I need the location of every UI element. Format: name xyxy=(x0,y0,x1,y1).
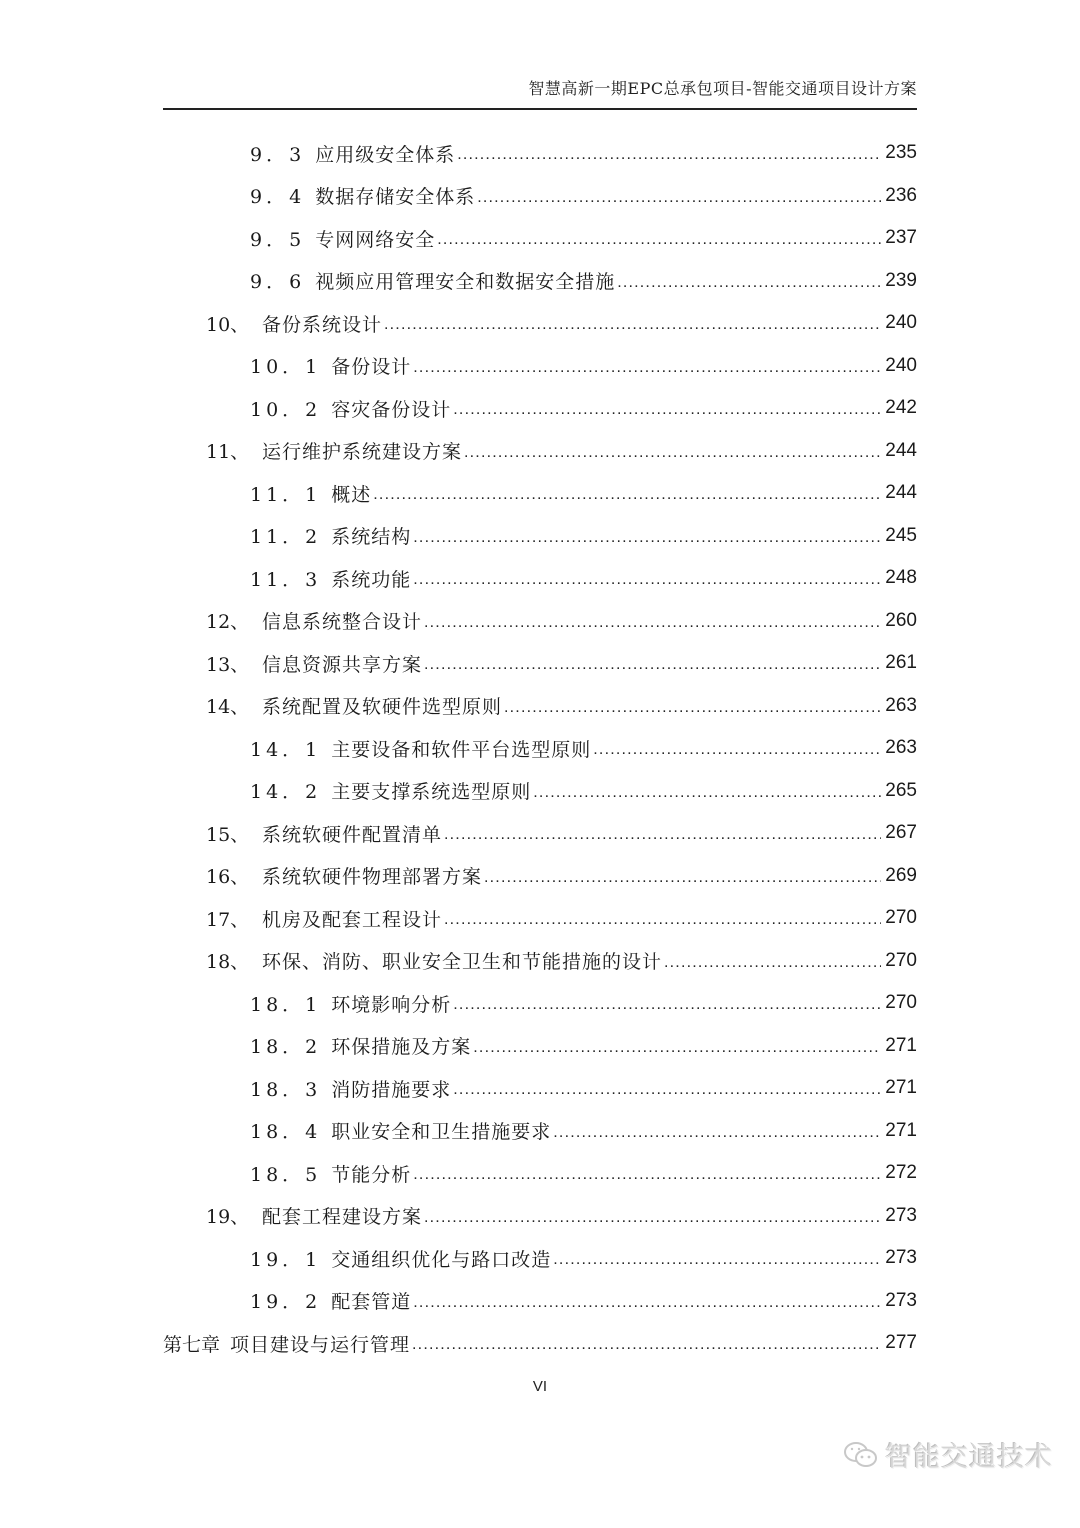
toc-entry[interactable] xyxy=(163,642,917,685)
toc-entry-title: 配套工程建设方案 xyxy=(262,1206,423,1229)
dot-leader xyxy=(413,529,881,547)
toc-entry-page: 273 xyxy=(885,1289,917,1311)
toc-entry-number-text: 第七章 xyxy=(163,1333,221,1356)
toc-entry-page: 267 xyxy=(885,822,917,844)
toc-entry[interactable] xyxy=(163,387,917,430)
toc-entry[interactable] xyxy=(163,770,917,813)
toc-entry-page: 240 xyxy=(885,312,917,334)
toc-entry[interactable] xyxy=(163,1237,917,1280)
toc-entry-number-text: 16、 xyxy=(206,866,250,889)
toc-entry[interactable] xyxy=(163,1025,917,1068)
toc-entry[interactable] xyxy=(163,217,917,260)
toc-entry-title: 节能分析 xyxy=(331,1163,412,1186)
toc-entry-number xyxy=(163,1287,321,1314)
dot-leader xyxy=(553,1124,881,1142)
toc-entry-page: 236 xyxy=(885,184,917,206)
toc-entry-number xyxy=(163,522,321,549)
dot-leader xyxy=(473,1039,881,1057)
toc-entry-page: 270 xyxy=(885,949,917,971)
dot-leader xyxy=(553,1251,881,1269)
toc-entry-number-text: 11．1 xyxy=(250,483,322,506)
toc-entry-page: 263 xyxy=(885,737,917,759)
dot-leader xyxy=(453,996,881,1014)
toc-entry-number xyxy=(163,1160,321,1187)
toc-entry-number xyxy=(163,182,305,209)
wechat-icon xyxy=(843,1440,879,1470)
toc-entry-number-text: 14、 xyxy=(206,696,250,719)
toc-entry[interactable] xyxy=(163,132,917,175)
toc-entry-page: 272 xyxy=(885,1162,917,1184)
toc-entry[interactable] xyxy=(163,175,917,218)
dot-leader xyxy=(533,784,881,802)
header-divider xyxy=(163,108,917,110)
toc-entry-page: 273 xyxy=(885,1247,917,1269)
toc-entry-number xyxy=(163,1202,262,1229)
watermark-text: 智能交通技术 xyxy=(885,1442,1053,1473)
toc-entry-title: 信息系统整合设计 xyxy=(262,611,423,634)
toc-entry-title: 容灾备份设计 xyxy=(331,398,452,421)
toc-entry-title: 视频应用管理安全和数据安全措施 xyxy=(315,271,616,294)
toc-entry-number-text: 19．2 xyxy=(250,1291,322,1314)
page-number: VI xyxy=(532,1378,548,1395)
dot-leader xyxy=(384,316,881,334)
toc-entry-number-text: 11．2 xyxy=(250,526,322,549)
toc-entry-title: 系统软硬件物理部署方案 xyxy=(262,866,483,889)
toc-entry-title: 备份系统设计 xyxy=(262,313,383,336)
toc-entry-title: 系统功能 xyxy=(331,568,412,591)
toc-entry-title: 系统配置及软硬件选型原则 xyxy=(262,696,503,719)
toc-entry-number xyxy=(163,862,262,889)
toc-entry-page: 248 xyxy=(885,567,917,589)
toc-entry[interactable] xyxy=(163,1280,917,1323)
toc-entry-number xyxy=(163,1117,321,1144)
toc-entry[interactable] xyxy=(163,515,917,558)
toc-entry-page: 273 xyxy=(885,1204,917,1226)
toc-entry-page: 242 xyxy=(885,397,917,419)
toc-entry-number xyxy=(163,777,321,804)
toc-entry-page: 269 xyxy=(885,864,917,886)
toc-entry-title: 专网网络安全 xyxy=(315,228,436,251)
toc-entry-number-text: 11．3 xyxy=(250,568,322,591)
toc-entry-number-text: 18．2 xyxy=(250,1036,322,1059)
toc-entry[interactable] xyxy=(163,855,917,898)
dot-leader xyxy=(424,1209,881,1227)
toc-entry[interactable] xyxy=(163,472,917,515)
toc-entry-number-text: 12、 xyxy=(206,611,250,634)
toc-entry[interactable] xyxy=(163,1322,917,1365)
toc-entry[interactable] xyxy=(163,1152,917,1195)
dot-leader xyxy=(477,189,881,207)
toc-entry-page: 245 xyxy=(885,524,917,546)
toc-entry-page: 270 xyxy=(885,907,917,929)
toc-entry-title: 备份设计 xyxy=(331,356,412,379)
dot-leader xyxy=(413,1166,881,1184)
toc-entry[interactable] xyxy=(163,302,917,345)
toc-entry[interactable] xyxy=(163,345,917,388)
toc-entry-title: 职业安全和卫生措施要求 xyxy=(331,1121,552,1144)
toc-entry-number-text: 18．3 xyxy=(250,1078,322,1101)
toc-entry-title: 应用级安全体系 xyxy=(315,143,456,166)
toc-entry[interactable] xyxy=(163,1195,917,1238)
toc-entry-number-text: 10、 xyxy=(206,313,250,336)
toc-entry-number xyxy=(163,225,305,252)
toc-entry-number-text: 17、 xyxy=(206,908,250,931)
dot-leader xyxy=(664,954,881,972)
dot-leader xyxy=(373,486,881,504)
toc-entry-number xyxy=(163,310,262,337)
toc-entry[interactable] xyxy=(163,260,917,303)
toc-entry-number xyxy=(163,480,321,507)
dot-leader xyxy=(453,1081,881,1099)
toc-entry-number xyxy=(163,437,262,464)
dot-leader xyxy=(464,444,881,462)
toc-entry-page: 244 xyxy=(885,482,917,504)
toc-entry-number xyxy=(163,735,321,762)
dot-leader xyxy=(413,359,881,377)
dot-leader xyxy=(457,146,881,164)
toc-entry-title: 信息资源共享方案 xyxy=(262,653,423,676)
toc-entry[interactable] xyxy=(163,600,917,643)
toc-entry-title: 交通组织优化与路口改造 xyxy=(331,1248,552,1271)
dot-leader xyxy=(424,656,881,674)
toc-entry-page: 271 xyxy=(885,1034,917,1056)
toc-entry-number-text: 10．2 xyxy=(250,398,322,421)
toc-entry-number xyxy=(163,990,321,1017)
toc-entry-number xyxy=(163,267,305,294)
toc-entry-number xyxy=(163,395,321,422)
toc-entry[interactable] xyxy=(163,430,917,473)
toc-entry[interactable] xyxy=(163,685,917,728)
toc-entry-title: 运行维护系统建设方案 xyxy=(262,441,463,464)
toc-entry-number xyxy=(163,352,321,379)
toc-entry-number-text: 19、 xyxy=(206,1206,250,1229)
toc-entry-page: 239 xyxy=(885,269,917,291)
dot-leader xyxy=(413,571,881,589)
dot-leader xyxy=(593,741,881,759)
toc-entry-number-text: 15、 xyxy=(206,823,250,846)
toc-entry-title: 配套管道 xyxy=(331,1291,412,1314)
toc-entry-page: 270 xyxy=(885,992,917,1014)
dot-leader xyxy=(617,274,881,292)
toc-entry-number xyxy=(163,565,321,592)
toc-entry-number xyxy=(163,692,262,719)
toc-entry-number-text: 18．1 xyxy=(250,993,322,1016)
toc-entry-title: 机房及配套工程设计 xyxy=(262,908,443,931)
dot-leader xyxy=(484,869,881,887)
toc-entry-number xyxy=(163,820,262,847)
toc-entry-title: 系统结构 xyxy=(331,526,412,549)
toc-entry[interactable] xyxy=(163,1110,917,1153)
toc-entry[interactable] xyxy=(163,1067,917,1110)
toc-entry-number-text: 18、 xyxy=(206,951,250,974)
dot-leader xyxy=(437,231,881,249)
toc-entry-number-text: 18．5 xyxy=(250,1163,322,1186)
toc-entry-number xyxy=(163,1075,321,1102)
toc-entry-page: 271 xyxy=(885,1077,917,1099)
toc-entry-title: 环境影响分析 xyxy=(331,993,452,1016)
toc-entry-number-text: 9．6 xyxy=(250,271,306,294)
toc-entry-page: 277 xyxy=(885,1332,917,1354)
toc-entry-number-text: 18．4 xyxy=(250,1121,322,1144)
toc-entry-number xyxy=(163,607,262,634)
toc-entry-number-text: 9．4 xyxy=(250,186,306,209)
toc-entry-title: 概述 xyxy=(331,483,372,506)
table-of-contents xyxy=(163,132,917,1365)
toc-entry-title: 环保措施及方案 xyxy=(331,1036,472,1059)
dot-leader xyxy=(424,614,881,632)
toc-entry-number xyxy=(163,905,262,932)
toc-entry-page: 240 xyxy=(885,354,917,376)
toc-entry-page: 265 xyxy=(885,779,917,801)
document-title: 智慧高新一期EPC总承包项目-智能交通项目设计方案 xyxy=(528,79,917,98)
toc-entry-number-text: 9．5 xyxy=(250,228,306,251)
toc-entry-title: 消防措施要求 xyxy=(331,1078,452,1101)
toc-entry-number-text: 13、 xyxy=(206,653,250,676)
toc-entry-page: 237 xyxy=(885,227,917,249)
toc-entry-number-text: 9．3 xyxy=(250,143,306,166)
toc-entry[interactable] xyxy=(163,982,917,1025)
dot-leader xyxy=(444,911,881,929)
toc-entry[interactable] xyxy=(163,557,917,600)
page-header xyxy=(163,70,917,110)
toc-entry-number-text: 10．1 xyxy=(250,356,322,379)
toc-entry-title: 系统软硬件配置清单 xyxy=(262,823,443,846)
toc-entry[interactable] xyxy=(163,940,917,983)
toc-entry-number xyxy=(163,650,262,677)
toc-entry-number xyxy=(163,1032,321,1059)
toc-entry-number xyxy=(163,1245,321,1272)
toc-entry-page: 235 xyxy=(885,142,917,164)
toc-entry-title: 主要支撑系统选型原则 xyxy=(331,781,532,804)
toc-entry-number xyxy=(163,140,305,167)
toc-entry-page: 263 xyxy=(885,694,917,716)
toc-entry-number-text: 19．1 xyxy=(250,1248,322,1271)
toc-entry[interactable] xyxy=(163,727,917,770)
toc-entry-page: 271 xyxy=(885,1119,917,1141)
toc-entry-page: 260 xyxy=(885,609,917,631)
toc-entry-number xyxy=(163,947,262,974)
toc-entry-title: 数据存储安全体系 xyxy=(315,186,476,209)
toc-entry-number-text: 14．2 xyxy=(250,781,322,804)
toc-entry-number-text: 11、 xyxy=(206,441,250,464)
toc-entry-page: 244 xyxy=(885,439,917,461)
toc-entry-page: 261 xyxy=(885,652,917,674)
toc-entry-number xyxy=(163,1330,220,1357)
dot-leader xyxy=(412,1336,881,1354)
toc-entry[interactable] xyxy=(163,897,917,940)
toc-entry-title: 环保、消防、职业安全卫生和节能措施的设计 xyxy=(262,951,663,974)
toc-entry-title: 主要设备和软件平台选型原则 xyxy=(331,738,592,761)
watermark xyxy=(843,1435,1053,1474)
toc-entry-title: 项目建设与运行管理 xyxy=(230,1333,411,1356)
dot-leader xyxy=(444,826,881,844)
dot-leader xyxy=(413,1294,881,1312)
toc-entry[interactable] xyxy=(163,812,917,855)
toc-entry-number-text: 14．1 xyxy=(250,738,322,761)
dot-leader xyxy=(504,699,881,717)
dot-leader xyxy=(453,401,881,419)
